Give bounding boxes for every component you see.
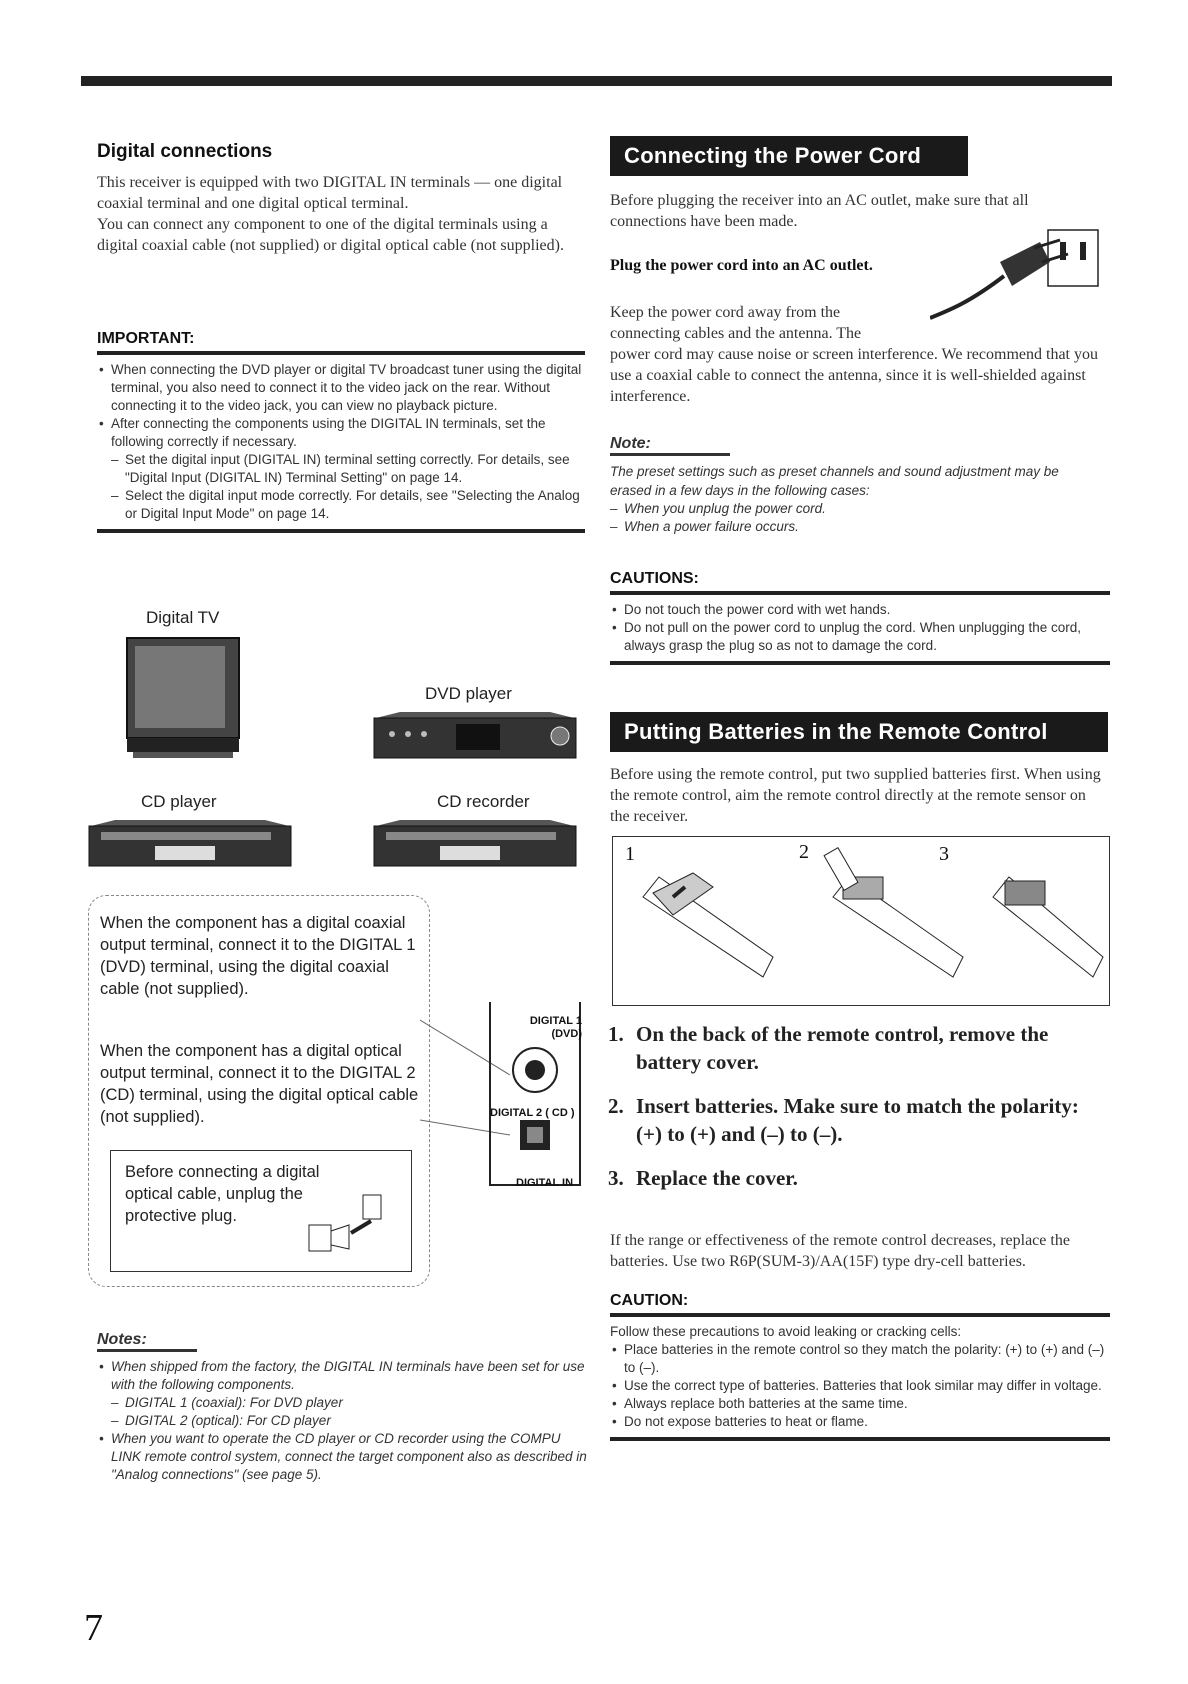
power-instruction: Plug the power cord into an AC outlet. (610, 257, 873, 274)
batteries-intro: Before using the remote control, put two supplied batteries first. When using the remote control, aim the remote control directly at the remote sensor on the receiver. (610, 766, 1101, 825)
protective-plug-box (110, 1150, 412, 1272)
caution-label: CAUTION: (610, 1292, 689, 1309)
divider (610, 1313, 1110, 1317)
list-item: – DIGITAL 2 (optical): For CD player (111, 1412, 587, 1430)
list-item: • Do not expose batteries to heat or flame. (610, 1413, 1110, 1431)
digital-tv-illustration (123, 634, 243, 764)
list-item: • When connecting the DVD player or digital TV broadcast tuner using the digital terminal, you also need to connect it to the video jack on the rear. Without connecting it to the video jack, you can view no playback picture. (97, 361, 585, 415)
power-note-block (610, 434, 1102, 536)
figure-number-3: 3 (939, 843, 949, 865)
battery-figure (612, 836, 1110, 1006)
batteries-after: If the range or effectiveness of the remote control decreases, replace the batteries. Use two R6P(SUM-3)/AA(15F) type dry-cell batteries. (610, 1232, 1070, 1270)
notes-label: Notes: (97, 1331, 147, 1348)
list-item: • When shipped from the factory, the DIGITAL IN terminals have been set for use with the following components. (97, 1358, 587, 1394)
power-cord-banner: Connecting the Power Cord (610, 136, 968, 176)
divider (97, 529, 585, 533)
digital2-label: DIGITAL 2 ( CD ) (490, 1107, 575, 1119)
figure-number-2: 2 (799, 841, 809, 863)
remote-battery-illustration (613, 837, 1109, 1005)
list-item: – Select the digital input mode correctly. For details, see "Selecting the Analog or Digital Input Mode" on page 14. (111, 487, 585, 523)
list-item: • Place batteries in the remote control so they match the polarity: (+) to (+) and (–) to (–). (610, 1341, 1110, 1377)
divider (610, 453, 730, 456)
step-number: 1. (608, 1022, 624, 1046)
top-rule (81, 76, 1112, 86)
cd-player-label: CD player (141, 792, 217, 811)
list-item: • When you want to operate the CD player or CD recorder using the COMPU LINK remote control system, connect the target component also as described in "Analog connections" (see page 5). (97, 1430, 587, 1484)
digital1-label: DIGITAL 1 (529, 1015, 582, 1027)
step-number: 2. (608, 1094, 624, 1118)
digital-in-label: DIGITAL IN (516, 1177, 574, 1189)
dvd-player-label: DVD player (425, 684, 512, 703)
divider (97, 351, 585, 355)
batteries-banner: Putting Batteries in the Remote Control (610, 712, 1108, 752)
cd-recorder-label: CD recorder (437, 792, 530, 811)
cd-recorder-illustration (370, 818, 580, 870)
caution-intro: Follow these precautions to avoid leaking or cracking cells: (610, 1324, 962, 1339)
step-2 (608, 1092, 1108, 1148)
list-item: – When a power failure occurs. (610, 518, 1102, 536)
note-label: Note: (610, 435, 651, 452)
list-item: • Use the correct type of batteries. Batteries that look similar may differ in voltage. (610, 1377, 1110, 1395)
divider (610, 661, 1110, 665)
power-plug-icon (930, 222, 1110, 332)
callout-optical: When the component has a digital optical output terminal, connect it to the DIGITAL 2 (CD) terminal, using the digital optical cable (not supplied). (100, 1042, 419, 1126)
list-item: – Set the digital input (DIGITAL IN) terminal setting correctly. For details, see "Digital Input (DIGITAL IN) Terminal Setting" on page 14. (111, 451, 585, 487)
list-item: • After connecting the components using the DIGITAL IN terminals, set the following correctly if necessary. (97, 415, 585, 451)
cd-player-illustration (85, 818, 295, 870)
list-item: – When you unplug the power cord. (610, 500, 1102, 518)
list-item: • Always replace both batteries at the same time. (610, 1395, 1110, 1413)
divider (97, 1349, 197, 1352)
cautions-box (610, 570, 1110, 665)
important-label: IMPORTANT: (97, 330, 195, 347)
step-text: Insert batteries. Make sure to match the polarity: (+) to (+) and (–) to (–). (636, 1094, 1079, 1146)
list-item: – DIGITAL 1 (coaxial): For DVD player (111, 1394, 587, 1412)
caution-box (610, 1292, 1110, 1441)
power-para2: power cord may cause noise or screen interference. We recommend that you use a coaxial cable to connect the antenna, since it is well-shielded against interference. (610, 346, 1098, 405)
dvd-terminal-label: (DVD) (551, 1028, 582, 1040)
list-item: • Do not touch the power cord with wet hands. (610, 601, 1110, 619)
callout-coaxial: When the component has a digital coaxial output terminal, connect it to the DIGITAL 1 (DVD) terminal, using the digital coaxial cable (not supplied). (100, 914, 416, 998)
callout-plug: Before connecting a digital optical cable, unplug the protective plug. (125, 1163, 320, 1225)
cautions-label: CAUTIONS: (610, 570, 699, 587)
step-1 (608, 1020, 1108, 1076)
note-intro: The preset settings such as preset channels and sound adjustment may be erased in a few days in the following cases: (610, 464, 1059, 498)
plug-icon (301, 1191, 391, 1261)
step-text: Replace the cover. (636, 1166, 798, 1190)
power-para1: Keep the power cord away from the connecting cables and the antenna. The (610, 304, 862, 342)
intro-paragraph: This receiver is equipped with two DIGITAL IN terminals — one digital coaxial terminal and one digital optical terminal. (97, 174, 563, 212)
divider (610, 1437, 1110, 1441)
important-box (97, 330, 585, 533)
list-item: • Do not pull on the power cord to unplug the cord. When unplugging the cord, always grasp the plug so as not to damage the cord. (610, 619, 1110, 655)
notes-block (97, 1330, 587, 1484)
digital-tv-label: Digital TV (146, 608, 220, 627)
figure-number-1: 1 (625, 843, 635, 865)
page-number: 7 (84, 1607, 103, 1649)
steps-list (608, 1020, 1108, 1192)
step-text: On the back of the remote control, remove the battery cover. (636, 1022, 1049, 1074)
step-3 (608, 1164, 1108, 1192)
intro-paragraph-2: You can connect any component to one of the digital terminals using a digital coaxial cable (not supplied) or digital optical cable (not supplied). (97, 216, 564, 254)
divider (610, 591, 1110, 595)
dvd-player-illustration (370, 710, 580, 762)
power-intro: Before plugging the receiver into an AC outlet, make sure that all connections have been made. (610, 192, 1029, 230)
step-number: 3. (608, 1166, 624, 1190)
section-title: Digital connections (97, 141, 273, 162)
